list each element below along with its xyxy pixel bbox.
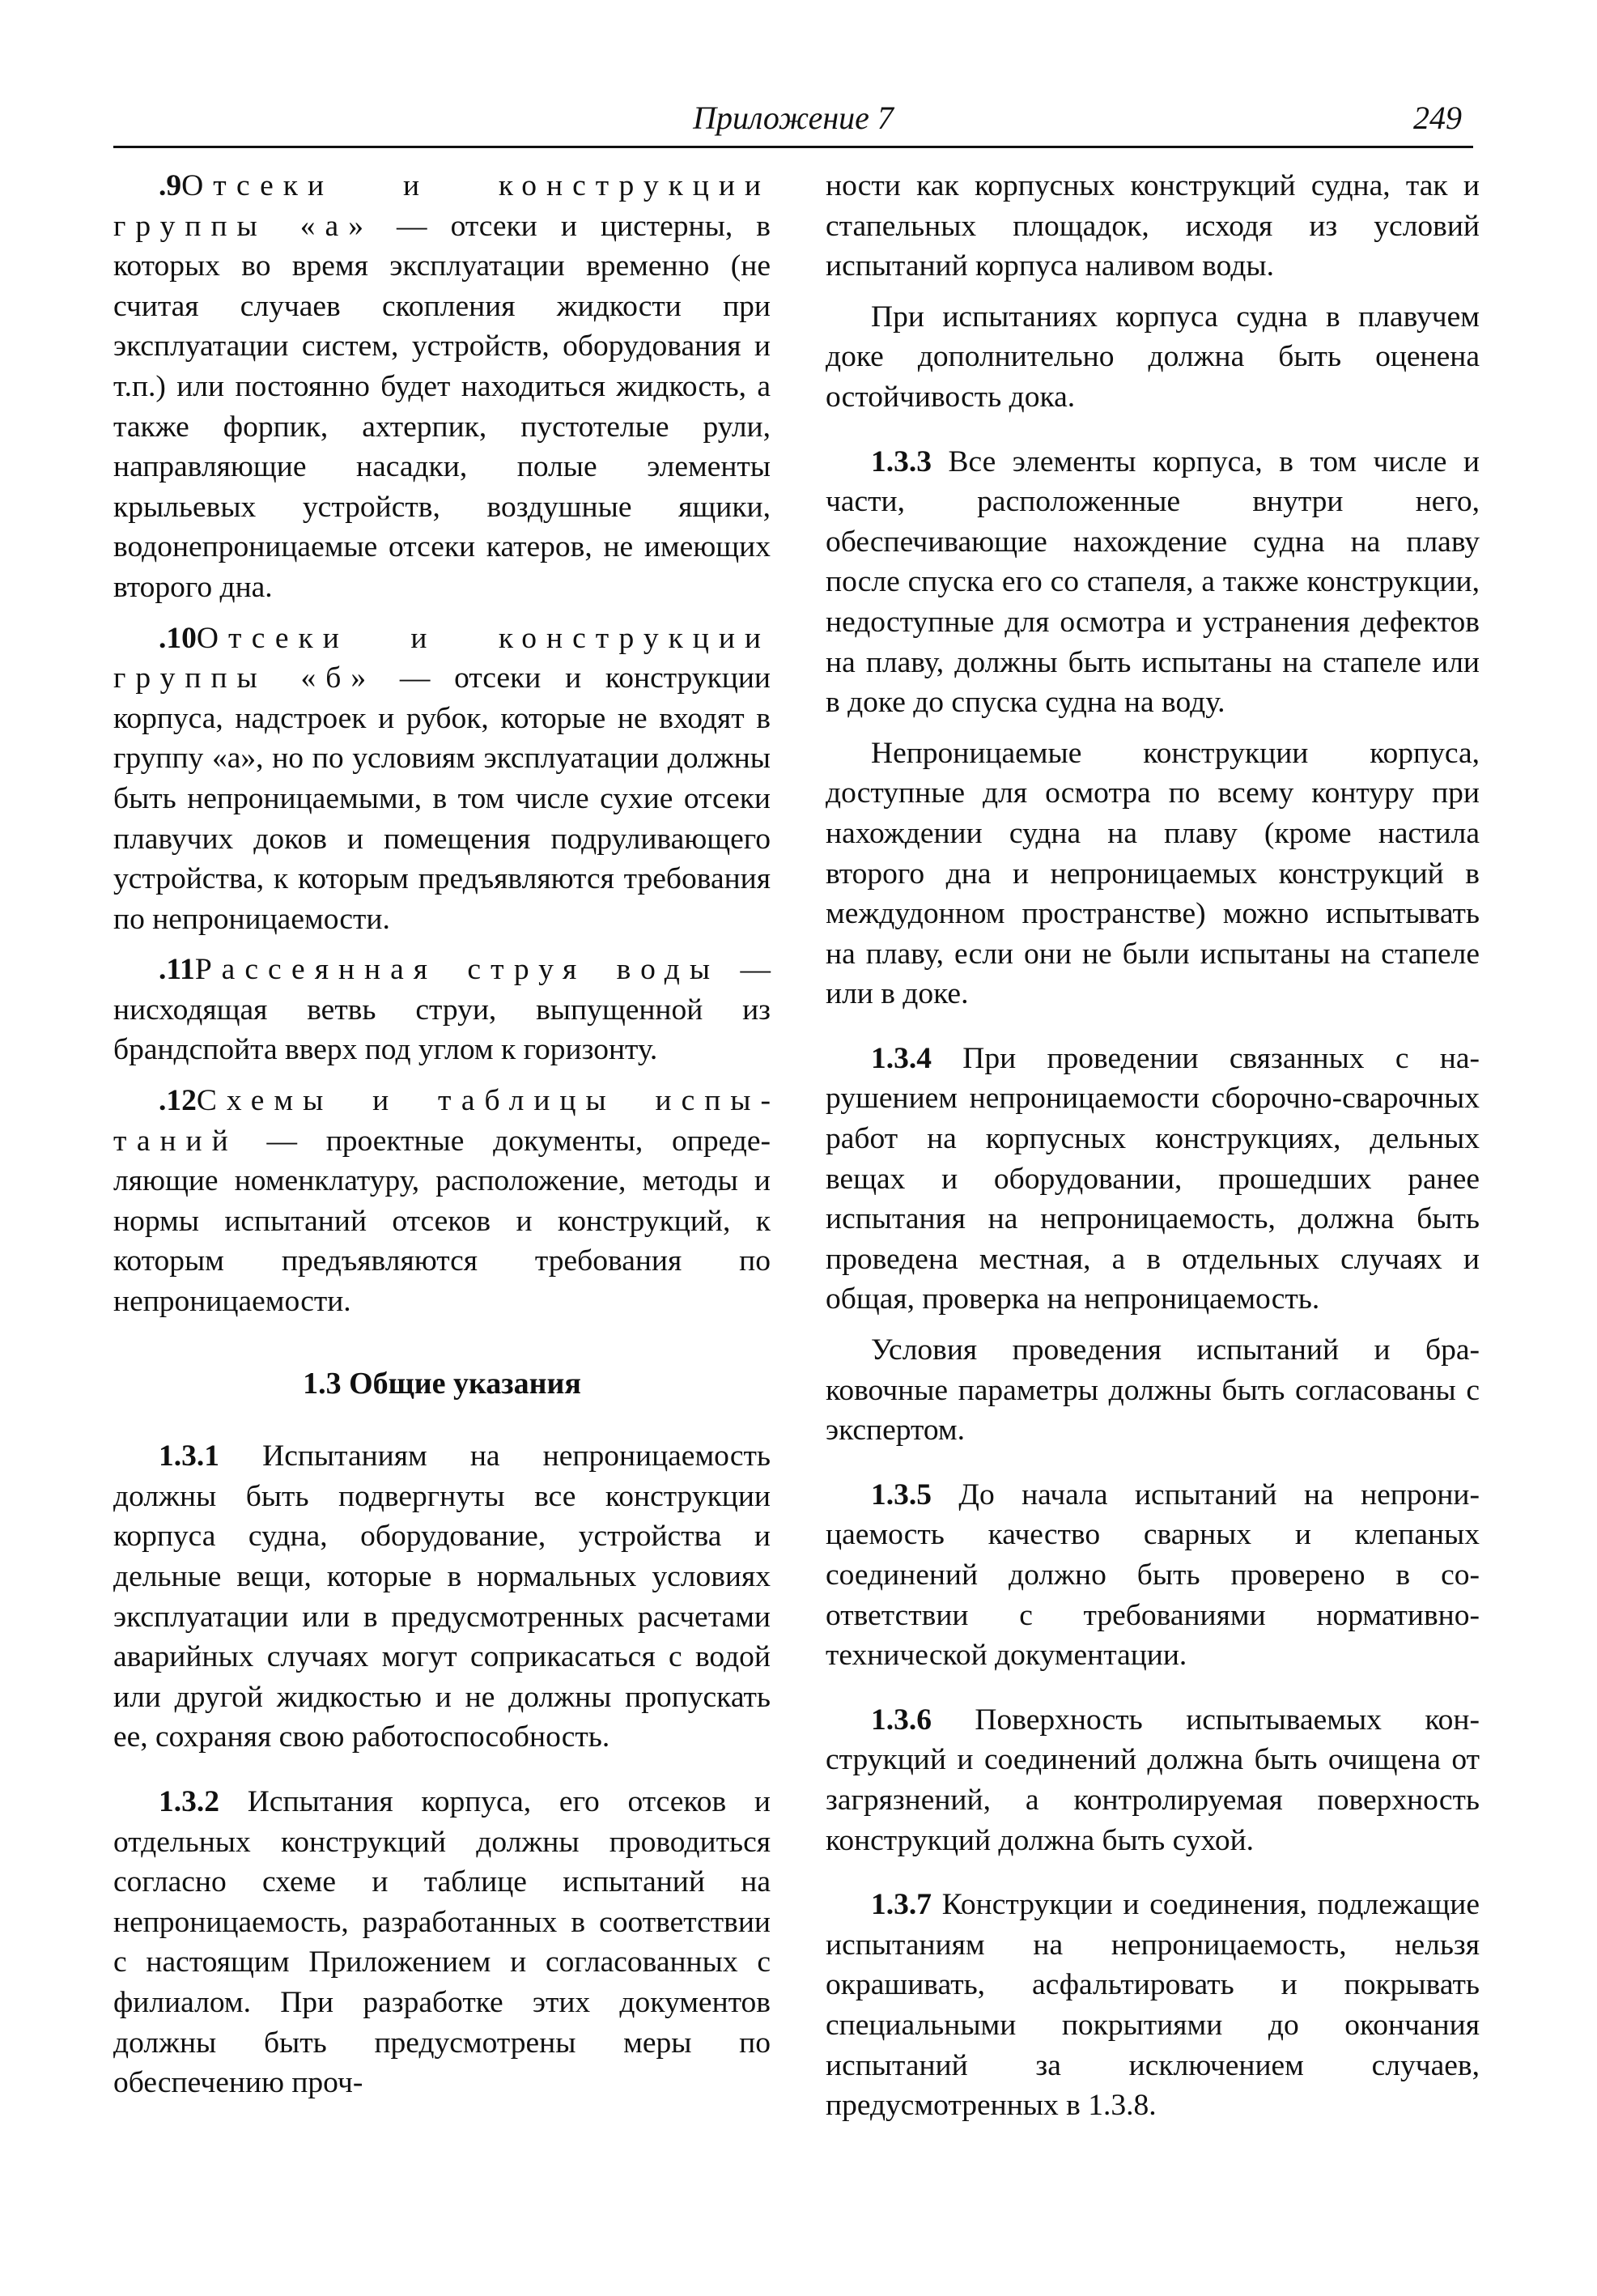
definition-number: .10: [159, 621, 197, 655]
clause-number: 1.3.3: [871, 444, 932, 478]
clause-number: 1.3.2: [159, 1784, 219, 1818]
definition-term: Рассеянная струя воды: [194, 953, 720, 987]
definition-10: [113, 619, 771, 940]
clause-1-3-6: [826, 1700, 1480, 1860]
definition-term: Схемы и таблицы испытаний: [113, 1084, 771, 1158]
clause-text: Испытаниям на непроницаемость должны быть подвергнуты все конструкции корпуса судна, оборудование, устройства и дельные вещи, которые в нормальных условиях эксплуатации или в предусмотренных расчетами аварийных случаях могут соприкасаться с водой или другой жидкостью и не должны пропускать ее, сохраняя свою работоспособность.: [113, 1439, 771, 1754]
clause-1-3-4: [826, 1039, 1480, 1320]
definition-text: — проектные документы, определяющие номенклатуру, расположение, методы и нормы испытаний отсеков и конструкций, к которым предъявляются требования по непроницаемости.: [113, 1124, 771, 1319]
clause-number: 1.3.4: [871, 1041, 932, 1075]
page-header: [113, 96, 1473, 148]
definition-number: .11: [159, 953, 195, 987]
running-title: Приложение 7: [693, 100, 894, 136]
page-number: 249: [1413, 100, 1462, 136]
clause-number: 1.3.7: [871, 1888, 932, 1922]
definition-number: .9: [159, 169, 182, 202]
definition-text: — нисходящая ветвь струи, выпущенной из брандспойта вверх под углом к горизонту.: [113, 953, 771, 1067]
clause-text: Испытания корпуса, его отсеков и отдельных конструкций должны проводиться согласно схеме и таблице испытаний на непроницаемость, разработанных в соответствии с настоящим Приложением и согласованных с филиалом. При разработке этих документов должны быть предусмотрены меры по обеспечению проч-: [113, 1784, 771, 2100]
clause-1-3-2: [113, 1782, 771, 2103]
clause-1-3-1: [113, 1436, 771, 1758]
clause-text: До начала испытаний на непроницаемость качество сварных и клепаных соединений должно быть проверено в соответствии с требованиями нормативно-технической документации.: [826, 1478, 1480, 1673]
clause-1-3-4-paragraph-2: Условия проведения испытаний и браковочные параметры должны быть согласованы с экспертом.: [826, 1333, 1480, 1448]
right-column: [826, 166, 1480, 2137]
clause-1-3-3-paragraph-2: Непроницаемые конструкции корпуса, доступные для осмотра по всему контуру при нахождении судна на плаву (кроме настила второго дна и непроницаемых конструкций в междудонном пространстве) можно испытывать на плаву, если они не были испытаны на стапеле или в доке.: [826, 736, 1480, 1011]
dock-paragraph: При испытаниях корпуса судна в плавучем доке дополнительно должна быть оценена остойчивость дока.: [826, 300, 1480, 414]
clause-text: При проведении связанных с нарушением непроницаемости сборочно-сварочных работ на корпусных конструкциях, дельных вещах и оборудовании, прошедших ранее испытания на непроницаемость, должна быть проведена местная, а в отдельных случаях и общая, проверка на непроницаемость.: [826, 1041, 1480, 1316]
section-title: 1.3 Общие указания: [303, 1366, 581, 1401]
continued-paragraph: ности как корпусных конструкций судна, так и стапельных площадок, исходя из условий испытаний корпуса наливом воды.: [826, 169, 1480, 283]
definition-11: [113, 950, 771, 1070]
clause-number: 1.3.6: [871, 1703, 932, 1737]
clause-number: 1.3.5: [871, 1478, 932, 1512]
clause-text: Конструкции и соединения, подлежащие испытаниям на непроницаемость, нельзя окрашивать, асфальтировать и покрывать специальными покрытиями до окончания испытаний за исключением случаев, предусмотренных в 1.3.8.: [826, 1888, 1480, 2123]
definition-text: — отсеки и цистерны, в которых во время эксплуатации временно (не считая случаев скопления жидкости при эксплуатации систем, устройств, оборудования и т.п.) или постоянно будет находиться жидкость, а также форпик, ахтерпик, пустотелые рули, направляющие насадки, полые элементы крыльевых устройств, воздушные ящики, водонепроницаемые отсеки катеров, не имеющих второго дна.: [113, 209, 771, 604]
left-column: [113, 166, 771, 2114]
clause-1-3-7: [826, 1885, 1480, 2126]
definition-term: Отсеки и конструкции группы «а»: [113, 169, 771, 243]
definition-term: Отсеки и конструкции группы «б»: [113, 621, 771, 695]
clause-text: Все элементы корпуса, в том числе и части, расположенные внутри него, обеспечивающие нахождение судна на плаву после спуска его со стапеля, а также конструкции, недоступные для осмотра и устранения дефектов на плаву, должны быть испытаны на стапеле или в доке до спуска судна на воду.: [826, 444, 1480, 720]
definition-text: — отсеки и конструкции корпуса, надстроек и рубок, которые не входят в группу «а», но по условиям эксплуатации должны быть непроницаемыми, в том числе сухие отсеки плавучих доков и помещения подруливающего устройства, к которым предъявляются требования по непроницаемости.: [113, 661, 771, 936]
definition-number: .12: [159, 1084, 197, 1118]
clause-text: Поверхность испытываемых конструкций и соединений должна быть очищена от загрязнений, а контролируемая поверхность конструкций должна быть сухой.: [826, 1703, 1480, 1857]
clause-1-3-5: [826, 1475, 1480, 1676]
clause-1-3-3: [826, 442, 1480, 723]
definition-9: [113, 166, 771, 608]
clause-number: 1.3.1: [159, 1439, 219, 1473]
definition-12: [113, 1081, 771, 1322]
